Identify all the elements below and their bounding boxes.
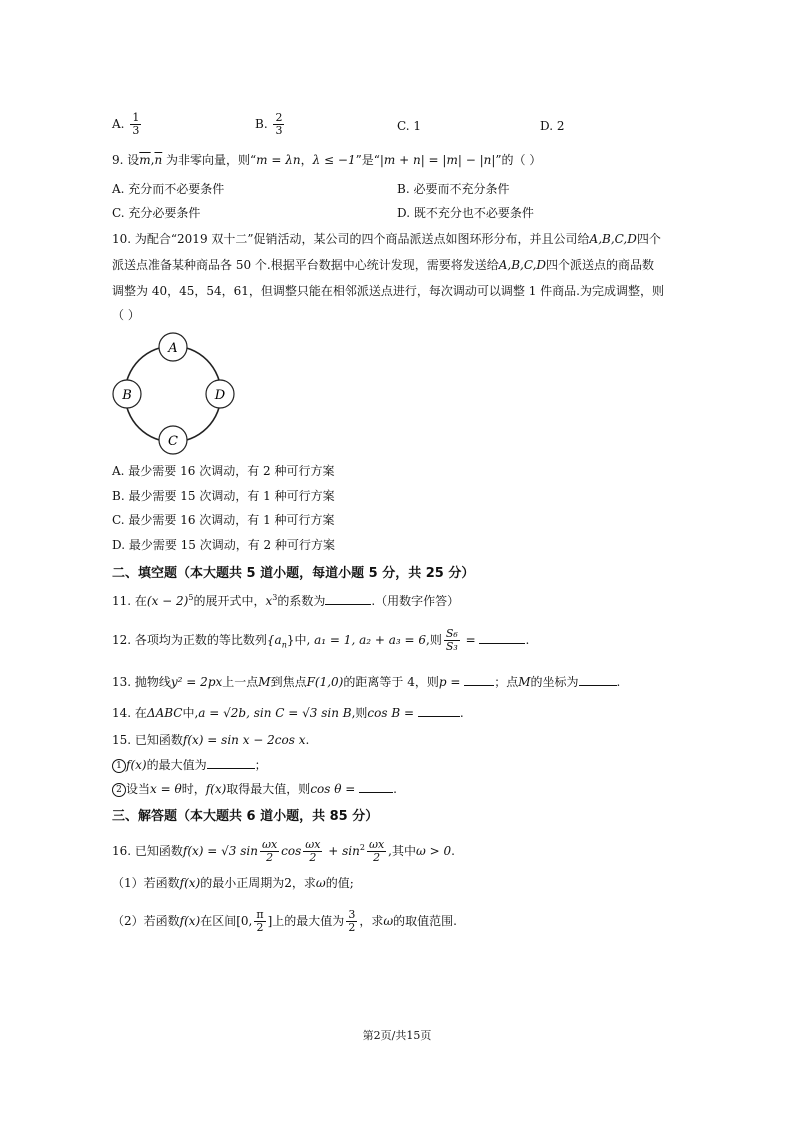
q15-end: . bbox=[393, 782, 397, 796]
q16 bbox=[112, 837, 455, 865]
q12-end: . bbox=[525, 633, 530, 647]
q10-variables: A,B,C,D bbox=[498, 258, 547, 272]
q15-text: 取得最大值，则 bbox=[226, 782, 311, 796]
q9-stem-text: 为非零向量，则“ bbox=[162, 153, 257, 167]
q15-text: 设当 bbox=[126, 782, 151, 796]
q13-p-answer-blank[interactable] bbox=[464, 673, 494, 686]
q13-text: 13. 抛物线 bbox=[112, 675, 171, 689]
q13-text: 到焦点 bbox=[270, 675, 307, 689]
q11-text: 的展开式中， bbox=[193, 594, 266, 608]
q9-option-d: D. 既不充分也不必要条件 bbox=[397, 206, 534, 220]
fraction-denominator: 3 bbox=[132, 124, 140, 137]
fraction-denominator: S₃ bbox=[445, 640, 458, 653]
fraction-denominator: 2 bbox=[373, 851, 381, 864]
q13-point-m: M bbox=[258, 675, 271, 689]
q12-answer-blank[interactable] bbox=[479, 631, 525, 644]
q16-square: 2 bbox=[359, 843, 365, 852]
q12-sequence-end: } bbox=[286, 633, 295, 647]
q9-vector-n: $\overline{n}$ bbox=[154, 153, 163, 167]
q9-comma: , bbox=[150, 153, 155, 167]
fraction-denominator: 2 bbox=[256, 921, 264, 934]
fraction-numerator: ωx bbox=[261, 838, 278, 851]
q16-text: 的取值范围. bbox=[393, 914, 457, 928]
q15-text: 15. 已知函数 bbox=[112, 733, 183, 747]
fraction-numerator: π bbox=[256, 908, 264, 921]
q15-function: f(x) = sin x − 2cos x bbox=[182, 733, 306, 747]
q13-text: 的坐标为 bbox=[530, 675, 579, 689]
q8-option-b-fraction bbox=[273, 112, 284, 137]
q16-fraction-3 bbox=[367, 839, 386, 864]
q15-text: 的最大值为 bbox=[146, 758, 207, 772]
q14-text: 14. 在 bbox=[112, 706, 147, 720]
fraction-numerator: 3 bbox=[348, 908, 356, 921]
q14-cos-b: cos B bbox=[367, 706, 401, 720]
q10-option-c: C. 最少需要 16 次调动，有 1 种可行方案 bbox=[112, 513, 335, 527]
q10-text: 派送点准备某种商品各 50 个.根据平台数据中心统计发现，需要将发送给 bbox=[112, 258, 499, 272]
q10-option-b: B. 最少需要 15 次调动，有 1 种可行方案 bbox=[112, 489, 335, 503]
q11-expression: (x − 2) bbox=[146, 594, 189, 608]
q8-option-a bbox=[112, 112, 143, 137]
q9-option-c: C. 充分必要条件 bbox=[112, 206, 201, 220]
fraction-denominator: 2 bbox=[309, 851, 317, 864]
q10-line-4: （ ） bbox=[112, 308, 140, 322]
circled-number-2: 2 bbox=[112, 783, 126, 797]
q15-cos-answer-blank[interactable] bbox=[359, 780, 393, 793]
q16-part-1 bbox=[112, 875, 354, 891]
q16-omega: ω bbox=[383, 914, 394, 928]
fraction-denominator: 2 bbox=[348, 921, 356, 934]
q16-fraction-1 bbox=[260, 839, 279, 864]
fraction-numerator: 2 bbox=[275, 111, 283, 124]
q16-part-2 bbox=[112, 906, 457, 936]
fraction-numerator: ωx bbox=[305, 838, 321, 851]
q16-text: ，求 bbox=[359, 914, 384, 928]
q16-three-halves bbox=[346, 909, 357, 934]
q9-stem bbox=[112, 152, 541, 168]
q15-text: 时， bbox=[181, 782, 206, 796]
fraction-numerator: S₆ bbox=[445, 627, 458, 640]
q16-fraction-2 bbox=[303, 839, 322, 864]
q15-part-1 bbox=[112, 756, 267, 773]
q13-text: 上一点 bbox=[222, 675, 259, 689]
q15-x-theta: x = θ bbox=[150, 782, 182, 796]
q15-part-2 bbox=[112, 780, 397, 797]
q12-text: ,则 bbox=[426, 633, 442, 647]
q16-text: （2）若函数 bbox=[112, 914, 180, 928]
q16-plus-sin: + sin bbox=[324, 844, 360, 858]
q14-triangle: ΔABC bbox=[146, 706, 183, 720]
q13-coordinate-answer-blank[interactable] bbox=[579, 673, 617, 686]
q16-function-start: f(x) = √3 sin bbox=[182, 844, 258, 858]
q10-variables: A,B,C,D bbox=[589, 232, 637, 246]
q8-option-b-prefix: B. bbox=[255, 117, 268, 131]
q12-sequence: {a bbox=[266, 633, 282, 647]
q9-stem-text: ”的（ ） bbox=[495, 153, 542, 167]
q16-text: ，求 bbox=[291, 876, 316, 890]
fraction-denominator: 2 bbox=[266, 851, 274, 864]
q10-ring-diagram bbox=[110, 330, 240, 455]
q8-option-a-fraction bbox=[130, 112, 141, 137]
q16-end: . bbox=[451, 844, 455, 858]
page-footer: 第2页/共15页 bbox=[362, 1029, 432, 1042]
q16-text: （1）若函数 bbox=[112, 876, 180, 890]
q13-focus: F(1,0) bbox=[306, 675, 344, 689]
q10-option-d: D. 最少需要 15 次调动，有 2 种可行方案 bbox=[112, 538, 335, 552]
q9-separator: ， bbox=[300, 153, 313, 167]
q9-condition-2: λ ≤ −1 bbox=[312, 153, 356, 167]
q15-cos-theta: cos θ bbox=[310, 782, 342, 796]
q10-text: 四个 bbox=[636, 232, 661, 246]
q13-point-m: M bbox=[518, 675, 531, 689]
q14-condition: a = √2b, sin C = √3 sin B bbox=[198, 706, 352, 720]
q12-sequence-subscript: n bbox=[281, 640, 287, 650]
q13-text: 的距离等于 4，则 bbox=[343, 675, 439, 689]
q13 bbox=[112, 673, 620, 690]
q8-option-c: C. 1 bbox=[397, 119, 422, 133]
q16-cos: cos bbox=[281, 844, 302, 858]
q9-vector-m: $\overline{m}$ bbox=[139, 153, 151, 167]
q8-option-a-prefix: A. bbox=[112, 117, 125, 131]
q10-text: 四个派送点的商品数 bbox=[546, 258, 655, 272]
q15-end: . bbox=[305, 733, 310, 747]
q8-option-d: D. 2 bbox=[540, 119, 565, 133]
q11-text: 11. 在 bbox=[112, 594, 147, 608]
q14-equals: = bbox=[400, 706, 418, 720]
q13-equals: = bbox=[446, 675, 465, 689]
section-3-heading: 三、解答题（本大题共 6 道小题，共 85 分） bbox=[112, 809, 379, 824]
q10-line-2 bbox=[112, 257, 654, 273]
q16-omega: ω bbox=[315, 876, 326, 890]
q11-text: 的系数为 bbox=[277, 594, 326, 608]
q9-stem-text: ”是“ bbox=[355, 153, 380, 167]
node-c-label: C bbox=[168, 434, 178, 449]
q16-pi-over-2 bbox=[254, 909, 265, 934]
q11-variable: x bbox=[265, 594, 273, 608]
q9-option-b: B. 必要而不充分条件 bbox=[397, 182, 510, 196]
q14-text: ,则 bbox=[351, 706, 368, 720]
q9-stem-text: 9. 设 bbox=[112, 153, 140, 167]
q9-condition-3: |m + n| = |m| − |n| bbox=[379, 153, 496, 167]
q12-condition: a₁ = 1, a₂ + a₃ = 6 bbox=[314, 633, 426, 647]
q16-text: 的最小正周期为 bbox=[200, 876, 285, 890]
q16-function-ref: f(x) bbox=[179, 914, 201, 928]
q13-p: p bbox=[438, 675, 447, 689]
q11-text: .（用数字作答） bbox=[371, 594, 460, 608]
fraction-numerator: 1 bbox=[132, 111, 140, 124]
q10-line-1 bbox=[112, 231, 661, 247]
q13-equation: y² = 2px bbox=[170, 675, 223, 689]
q11 bbox=[112, 592, 459, 609]
q12 bbox=[112, 627, 529, 653]
q11-answer-blank[interactable] bbox=[325, 592, 371, 605]
fraction-denominator: 3 bbox=[275, 124, 283, 137]
q12-fraction bbox=[444, 628, 460, 653]
q9-condition-1: m = λn bbox=[256, 153, 301, 167]
q15-equals: = bbox=[341, 782, 360, 796]
q14-end: . bbox=[459, 706, 464, 720]
q16-interval-start: [0, bbox=[236, 914, 253, 928]
q16-text: 上的最大值为 bbox=[272, 914, 345, 928]
q14-text: 中, bbox=[182, 706, 199, 720]
q16-text: 的值; bbox=[325, 876, 354, 890]
q14-answer-blank[interactable] bbox=[418, 704, 460, 717]
q10-text: 10. 为配合“2019 双十二”促销活动，某公司的四个商品派送点如图环形分布，并且公司给 bbox=[112, 232, 590, 246]
q14 bbox=[112, 704, 464, 721]
node-b-label: B bbox=[122, 388, 132, 403]
q13-end: . bbox=[616, 675, 621, 689]
q15-function-ref: f(x) bbox=[126, 758, 147, 772]
q16-condition: ω > 0 bbox=[416, 844, 452, 858]
q11-variable-exponent: 3 bbox=[272, 593, 278, 602]
node-a-label: A bbox=[168, 341, 178, 356]
q15 bbox=[112, 732, 309, 748]
q16-function-ref: f(x) bbox=[179, 876, 201, 890]
q16-text: 16. 已知函数 bbox=[112, 844, 183, 858]
q12-equals: = bbox=[461, 633, 480, 647]
fraction-numerator: ωx bbox=[368, 838, 385, 851]
q10-option-a: A. 最少需要 16 次调动，有 2 种可行方案 bbox=[112, 464, 335, 478]
q16-text: 在区间 bbox=[200, 914, 237, 928]
q11-exponent: 5 bbox=[188, 593, 194, 602]
circled-number-1: 1 bbox=[112, 759, 126, 773]
q12-text: 12. 各项均为正数的等比数列 bbox=[112, 633, 267, 647]
q9-option-a: A. 充分而不必要条件 bbox=[112, 182, 225, 196]
q12-text: 中, bbox=[294, 633, 311, 647]
q10-line-3: 调整为 40，45，54，61，但调整只能在相邻派送点进行，每次调动可以调整 1 件商品.为完成调整，则 bbox=[112, 284, 664, 298]
q15-max-answer-blank[interactable] bbox=[207, 756, 255, 769]
q15-text: ； bbox=[254, 758, 267, 772]
q13-text: ；点 bbox=[494, 675, 519, 689]
q16-period-value: 2 bbox=[284, 876, 292, 890]
q16-text: ,其中 bbox=[388, 844, 416, 858]
node-d-label: D bbox=[214, 388, 226, 403]
q15-function-ref: f(x) bbox=[205, 782, 227, 796]
q16-interval-end: ] bbox=[267, 914, 273, 928]
q8-option-b bbox=[255, 112, 286, 137]
section-2-heading: 二、填空题（本大题共 5 道小题，每道小题 5 分，共 25 分） bbox=[112, 566, 475, 581]
